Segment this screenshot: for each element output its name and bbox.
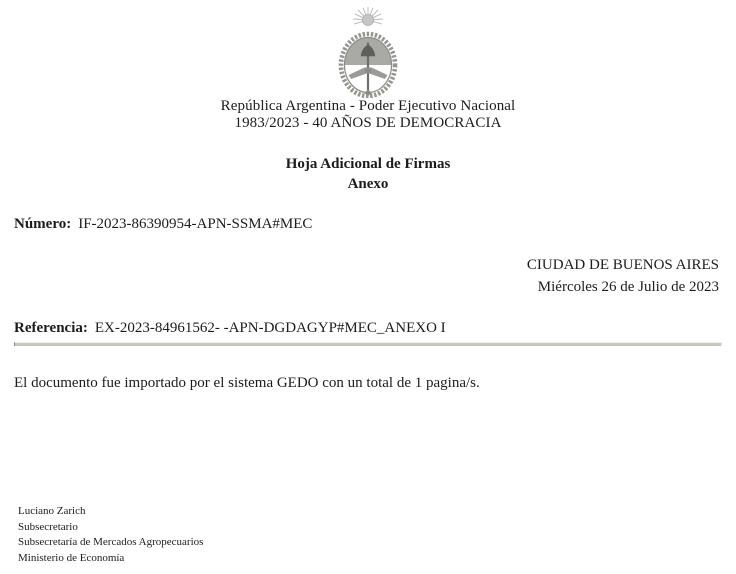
number-label: Número: [14, 216, 72, 232]
democracy-anniversary-line: 1983/2023 - 40 AÑOS DE DEMOCRACIA [234, 115, 502, 131]
argentina-coat-of-arms-icon [336, 6, 400, 98]
city-line: CIUDAD DE BUENOS AIRES [526, 257, 719, 273]
signer-role: Subsecretario [18, 520, 78, 533]
number-value: IF-2023-86390954-APN-SSMA#MEC [78, 216, 313, 232]
reference-label: Referencia: [14, 320, 88, 336]
document-title: Hoja Adicional de Firmas [285, 156, 451, 172]
document-subtitle: Anexo [347, 176, 389, 192]
signer-name: Luciano Zarich [18, 505, 86, 517]
signature-block [18, 504, 203, 566]
horizontal-divider [14, 342, 722, 346]
reference-value: EX-2023-84961562- -APN-DGDAGYP#MEC_ANEXO I [94, 320, 446, 336]
signer-ministry: Ministerio de Economía [18, 551, 125, 564]
document-number-row [14, 215, 312, 233]
import-notice-text: El documento fue importado por el sistema GEDO con un total de 1 pagina/s. [14, 375, 480, 391]
document-header-emblem [0, 6, 736, 98]
signer-office: Subsecretaría de Mercados Agropecuarios [18, 536, 204, 548]
date-line: Miércoles 26 de Julio de 2023 [537, 279, 719, 295]
republic-header-line: República Argentina - Poder Ejecutivo Nacional [220, 98, 516, 114]
reference-row [14, 319, 446, 337]
